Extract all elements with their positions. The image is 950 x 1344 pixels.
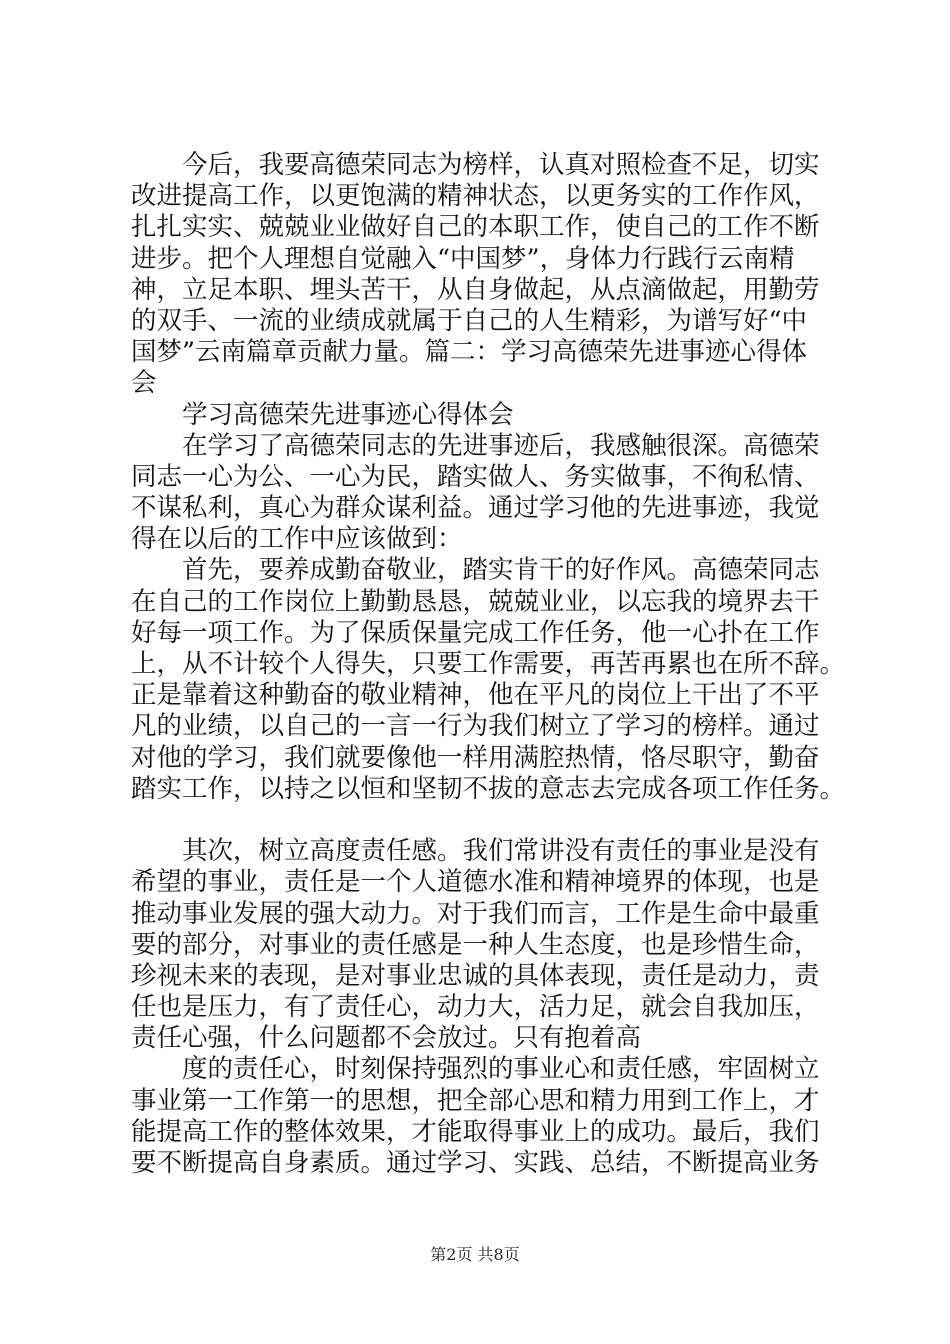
text-line: 要的部分，对事业的责任感是一种人生态度，也是珍惜生命，: [131, 929, 820, 960]
text-line: 首先，要养成勤奋敬业，踏实肯干的好作风。高德荣同志: [131, 555, 820, 586]
text-line: 踏实工作，以持之以恒和坚韧不拔的意志去完成各项工作任务。: [131, 773, 846, 804]
text-line: 对他的学习，我们就要像他一样用满腔热情，恪尽职守，勤奋: [131, 742, 820, 773]
text-line: 进步。把个人理想自觉融入“中国梦”，身体力行践行云南精: [131, 243, 795, 274]
text-line: 度的责任心，时刻保持强烈的事业心和责任感，牢固树立: [131, 1054, 820, 1085]
text-line: 希望的事业，责任是一个人道德水准和精神境界的体现，也是: [131, 867, 820, 898]
text-line: 任也是压力，有了责任心，动力大，活力足，就会自我加压，: [131, 992, 820, 1023]
text-line: 国梦”云南篇章贡献力量。篇二：学习高德荣先进事迹心得体: [131, 337, 808, 368]
text-line: 在学习了高德荣同志的先进事迹后，我感触很深。高德荣: [131, 430, 820, 461]
text-line: 凡的业绩，以自己的一言一行为我们树立了学习的榜样。通过: [131, 711, 820, 742]
text-line: 珍视未来的表现，是对事业忠诚的具体表现，责任是动力，责: [131, 960, 820, 991]
text-line: 推动事业发展的强大动力。对于我们而言，工作是生命中最重: [131, 898, 820, 929]
text-line: 同志一心为公、一心为民，踏实做人、务实做事，不徇私情、: [131, 461, 820, 492]
text-line: 神，立足本职、埋头苦干，从自身做起，从点滴做起，用勤劳: [131, 274, 820, 305]
text-line: 在自己的工作岗位上勤勤恳恳，兢兢业业，以忘我的境界去干: [131, 586, 820, 617]
text-line: 不谋私利，真心为群众谋利益。通过学习他的先进事迹，我觉: [131, 493, 820, 524]
text-line: 的双手、一流的业绩成就属于自己的人生精彩，为谱写好“中: [131, 305, 808, 336]
text-line: 上，从不计较个人得失，只要工作需要，再苦再累也在所不辞。: [131, 649, 846, 679]
document-body: [131, 150, 846, 1179]
text-line: 能提高工作的整体效果，才能取得事业上的成功。最后，我们: [131, 1116, 820, 1147]
text-line: 改进提高工作，以更饱满的精神状态，以更务实的工作作风，: [131, 181, 820, 212]
text-line: 好每一项工作。为了保质保量完成工作任务，他一心扑在工作: [131, 617, 820, 648]
page-number: 第2页 共8页: [430, 1245, 520, 1264]
paragraph-gap: [131, 805, 843, 836]
text-line: 要不断提高自身素质。通过学习、实践、总结，不断提高业务: [131, 1148, 820, 1178]
text-line: 得在以后的工作中应该做到：: [131, 524, 463, 555]
text-line: 责任心强，什么问题都不会放过。只有抱着高: [131, 1023, 642, 1054]
text-line: 其次，树立高度责任感。我们常讲没有责任的事业是没有: [131, 836, 820, 867]
text-line: 事业第一工作第一的思想，把全部心思和精力用到工作上，才: [131, 1085, 820, 1116]
section-heading: 学习高德荣先进事迹心得体会: [131, 399, 514, 430]
text-line: 会: [131, 368, 157, 399]
text-line: 今后，我要高德荣同志为榜样，认真对照检查不足，切实: [131, 150, 820, 180]
text-line: 正是靠着这种勤奋的敬业精神，他在平凡的岗位上干出了不平: [131, 680, 820, 711]
text-line: 扎扎实实、兢兢业业做好自己的本职工作，使自己的工作不断: [131, 212, 820, 243]
